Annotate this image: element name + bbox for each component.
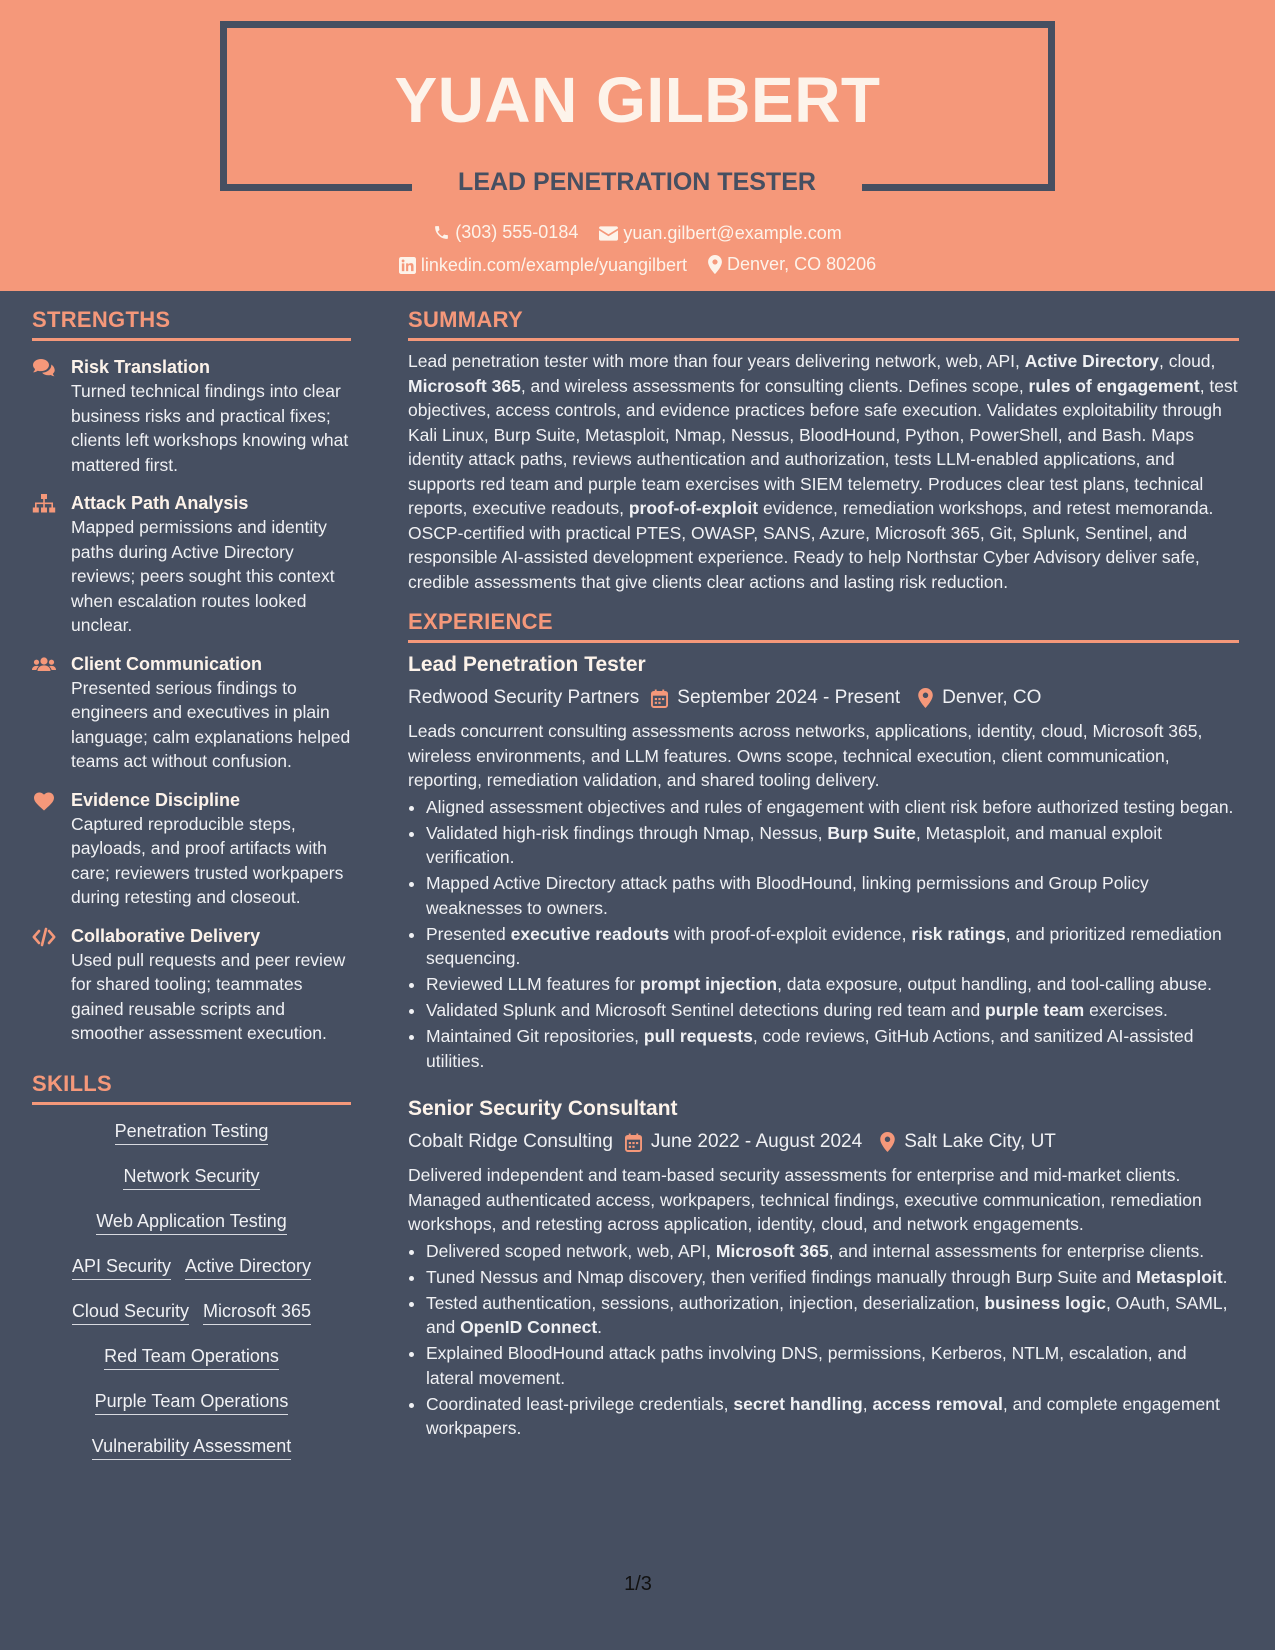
strengths-heading: STRENGTHS xyxy=(32,306,351,341)
skill-tag: Red Team Operations xyxy=(104,1344,279,1370)
phone-icon xyxy=(433,224,450,241)
skill-row xyxy=(32,1434,351,1479)
job-bullet: • Reviewed LLM features for prompt injection, data exposure, output handling, and tool-calling abuse. xyxy=(426,972,1239,997)
job-bullet: • Validated Splunk and Microsoft Sentinel detections during red team and purple team exercises. xyxy=(426,998,1239,1023)
strength-title: Client Communication xyxy=(71,653,263,674)
skill-row xyxy=(32,1389,351,1434)
strength-description: Mapped permissions and identity paths during Active Directory reviews; peers sought this context when escalation routes looked unclear. xyxy=(71,517,335,635)
company-name: Redwood Security Partners xyxy=(408,687,640,708)
skill-row xyxy=(32,1164,351,1209)
job-bullet: • Mapped Active Directory attack paths with BloodHound, linking permissions and Group Policy weaknesses to owners. xyxy=(426,871,1239,920)
company-name: Cobalt Ridge Consulting xyxy=(408,1131,613,1152)
strength-item xyxy=(32,788,351,910)
heart-icon xyxy=(32,791,56,811)
bold-text: Active Directory xyxy=(1024,351,1159,371)
skill-row xyxy=(32,1209,351,1254)
bold-text: Microsoft 365 xyxy=(715,1240,829,1261)
job-location: Salt Lake City, UT xyxy=(904,1131,1056,1152)
email-contact[interactable] xyxy=(599,221,841,245)
map-pin-icon xyxy=(708,255,722,274)
job-bullet: • Validated high-risk findings through Nmap, Nessus, Burp Suite, Metasploit, and manual exploit verification. xyxy=(426,821,1239,870)
candidate-title: LEAD PENETRATION TESTER xyxy=(458,168,816,196)
phone-contact[interactable] xyxy=(433,220,578,244)
bold-text: Burp Suite xyxy=(827,822,916,843)
strength-description: Turned technical findings into clear business risks and practical fixes; clients left workshops knowing what mattered first. xyxy=(71,381,349,475)
strength-item xyxy=(32,652,351,774)
calendar-icon xyxy=(625,1133,642,1152)
bold-text: purple team xyxy=(985,1000,1085,1020)
strength-item xyxy=(32,924,351,1046)
skills-list xyxy=(32,1119,351,1479)
sitemap-icon xyxy=(32,494,56,514)
experience-heading: EXPERIENCE xyxy=(408,608,1239,643)
strength-description: Captured reproducible steps, payloads, and proof artifacts with care; reviewers trusted workpapers during retesting and closeout. xyxy=(71,813,344,907)
skill-tag: Web Application Testing xyxy=(96,1209,286,1235)
bold-text: access removal xyxy=(872,1393,1003,1414)
code-icon xyxy=(32,927,56,947)
job-meta xyxy=(408,1129,1239,1155)
left-column xyxy=(32,306,351,1479)
job-entry xyxy=(408,651,1239,1073)
skill-tag: Penetration Testing xyxy=(115,1119,269,1145)
job-bullet: • Coordinated least-privilege credentials, secret handling, access removal, and complete engagement workpapers. xyxy=(426,1392,1239,1441)
job-bullet: • Presented executive readouts with proof-of-exploit evidence, risk ratings, and prioritized remediation sequencing. xyxy=(426,922,1239,971)
linkedin-icon xyxy=(399,257,416,274)
job-bullets xyxy=(408,1239,1239,1441)
job-bullet: • Tuned Nessus and Nmap discovery, then verified findings manually through Burp Suite and Metasploit. xyxy=(426,1265,1239,1290)
map-pin-icon xyxy=(880,1132,895,1152)
skill-row xyxy=(32,1119,351,1164)
bold-text: OpenID Connect xyxy=(460,1317,598,1337)
resume-header xyxy=(0,0,1275,291)
email-text: yuan.gilbert@example.com xyxy=(623,223,842,243)
strength-item xyxy=(32,491,351,638)
skill-row xyxy=(32,1254,351,1299)
skill-tag: Purple Team Operations xyxy=(95,1389,289,1415)
strength-item xyxy=(32,355,351,477)
skill-tag: Network Security xyxy=(123,1164,259,1190)
page-indicator: 1/3 xyxy=(624,1573,652,1595)
job-title: Senior Security Consultant xyxy=(408,1097,678,1120)
summary-text: Lead penetration tester with more than four years delivering network, web, API, Active Directory, cloud, Microsoft 365, and wireless assessments for consulting clients. Defines scope, rules of engagement, test objectives, access controls, and evidence practices before safe execution. Validates exploitability through Kali Linux, Burp Suite, Metasploit, Nmap, Nessus, BloodHound, Python, PowerShell, and Bash. Maps identity attack paths, reviews authentication and authorization, tests LLM-enabled applications, and supports red team and purple team exercises with SIEM telemetry. Produces clear test plans, technical reports, executive readouts, proof-of-exploit evidence, remediation workshops, and retest memoranda. OSCP-certified with practical PTES, OWASP, SANS, Azure, Microsoft 365, Git, Splunk, Sentinel, and responsible AI-assisted development experience. Ready to help Northstar Cyber Advisory deliver safe, credible assessments that give clients clear actions and lasting risk reduction. xyxy=(408,351,1238,592)
location-contact xyxy=(708,252,876,276)
phone-text: (303) 555-0184 xyxy=(455,222,579,242)
job-bullet: • Delivered scoped network, web, API, Microsoft 365, and internal assessments for enterprise clients. xyxy=(426,1239,1239,1264)
map-pin-icon xyxy=(918,688,933,708)
bold-text: prompt injection xyxy=(640,974,778,994)
envelope-icon xyxy=(599,226,618,241)
location-text: Denver, CO 80206 xyxy=(727,254,877,274)
strength-description: Presented serious findings to engineers and executives in plain language; calm explanations helped teams act without confusion. xyxy=(71,677,351,771)
candidate-name: YUAN GILBERT xyxy=(394,64,881,136)
skill-row xyxy=(32,1299,351,1344)
job-bullets xyxy=(408,795,1239,1074)
bold-text: secret handling xyxy=(733,1393,863,1414)
skill-tag: Microsoft 365 xyxy=(203,1299,311,1325)
users-icon xyxy=(32,655,56,675)
contact-row-2 xyxy=(0,252,1275,280)
bold-text: pull requests xyxy=(643,1026,753,1046)
calendar-icon xyxy=(651,689,668,708)
bold-text: Microsoft 365 xyxy=(408,375,521,396)
strength-title: Risk Translation xyxy=(71,357,211,377)
job-entry xyxy=(408,1095,1239,1441)
bold-text: executive readouts xyxy=(510,923,670,944)
strength-title: Evidence Discipline xyxy=(71,789,241,810)
job-meta xyxy=(408,685,1239,711)
job-bullet: • Explained BloodHound attack paths involving DNS, permissions, Kerberos, NTLM, escalation, and lateral movement. xyxy=(426,1341,1239,1390)
bold-text: rules of engagement xyxy=(1028,375,1200,396)
bold-text: risk ratings xyxy=(911,923,1006,944)
bold-text: proof-of-exploit xyxy=(628,498,759,518)
job-location: Denver, CO xyxy=(942,687,1042,708)
strength-title: Collaborative Delivery xyxy=(71,925,261,946)
job-title: Lead Penetration Tester xyxy=(408,653,646,676)
job-dates: September 2024 - Present xyxy=(677,687,901,708)
contact-row-1 xyxy=(0,220,1275,247)
comments-icon xyxy=(32,358,56,378)
skill-tag: Vulnerability Assessment xyxy=(92,1434,291,1460)
linkedin-contact[interactable] xyxy=(399,253,687,277)
job-bullet: • Maintained Git repositories, pull requests, code reviews, GitHub Actions, and sanitized AI-assisted utilities. xyxy=(426,1024,1239,1073)
right-column xyxy=(408,306,1239,1442)
bold-text: Metasploit xyxy=(1136,1266,1223,1287)
skill-row xyxy=(32,1344,351,1389)
job-bullet: • Tested authentication, sessions, authorization, injection, deserialization, business logic, OAuth, SAML, and OpenID Connect. xyxy=(426,1291,1239,1340)
skill-tag: Active Directory xyxy=(185,1254,311,1280)
job-summary: Leads concurrent consulting assessments across networks, applications, identity, cloud, Microsoft 365, wireless environments, and LLM features. Owns scope, technical execution, client communication, reporting, remediation validation, and shared tooling delivery. xyxy=(408,721,1203,790)
job-bullet: • Aligned assessment objectives and rules of engagement with client risk before authorized testing began. xyxy=(426,795,1239,820)
bold-text: business logic xyxy=(984,1292,1106,1313)
skill-tag: API Security xyxy=(72,1254,171,1280)
summary-heading: SUMMARY xyxy=(408,306,1239,341)
job-dates: June 2022 - August 2024 xyxy=(650,1131,863,1152)
skills-heading: SKILLS xyxy=(32,1070,351,1105)
job-summary: Delivered independent and team-based security assessments for enterprise and mid-market clients. Managed authenticated access, workpapers, technical findings, executive communication, remediation workshops, and retesting across application, identity, cloud, and network engagements. xyxy=(408,1165,1202,1234)
linkedin-text: linkedin.com/example/yuangilbert xyxy=(420,255,688,275)
strength-description: Used pull requests and peer review for shared tooling; teammates gained reusable scripts and smoother assessment execution. xyxy=(71,949,346,1043)
skill-tag: Cloud Security xyxy=(72,1299,189,1325)
strength-title: Attack Path Analysis xyxy=(71,493,249,513)
